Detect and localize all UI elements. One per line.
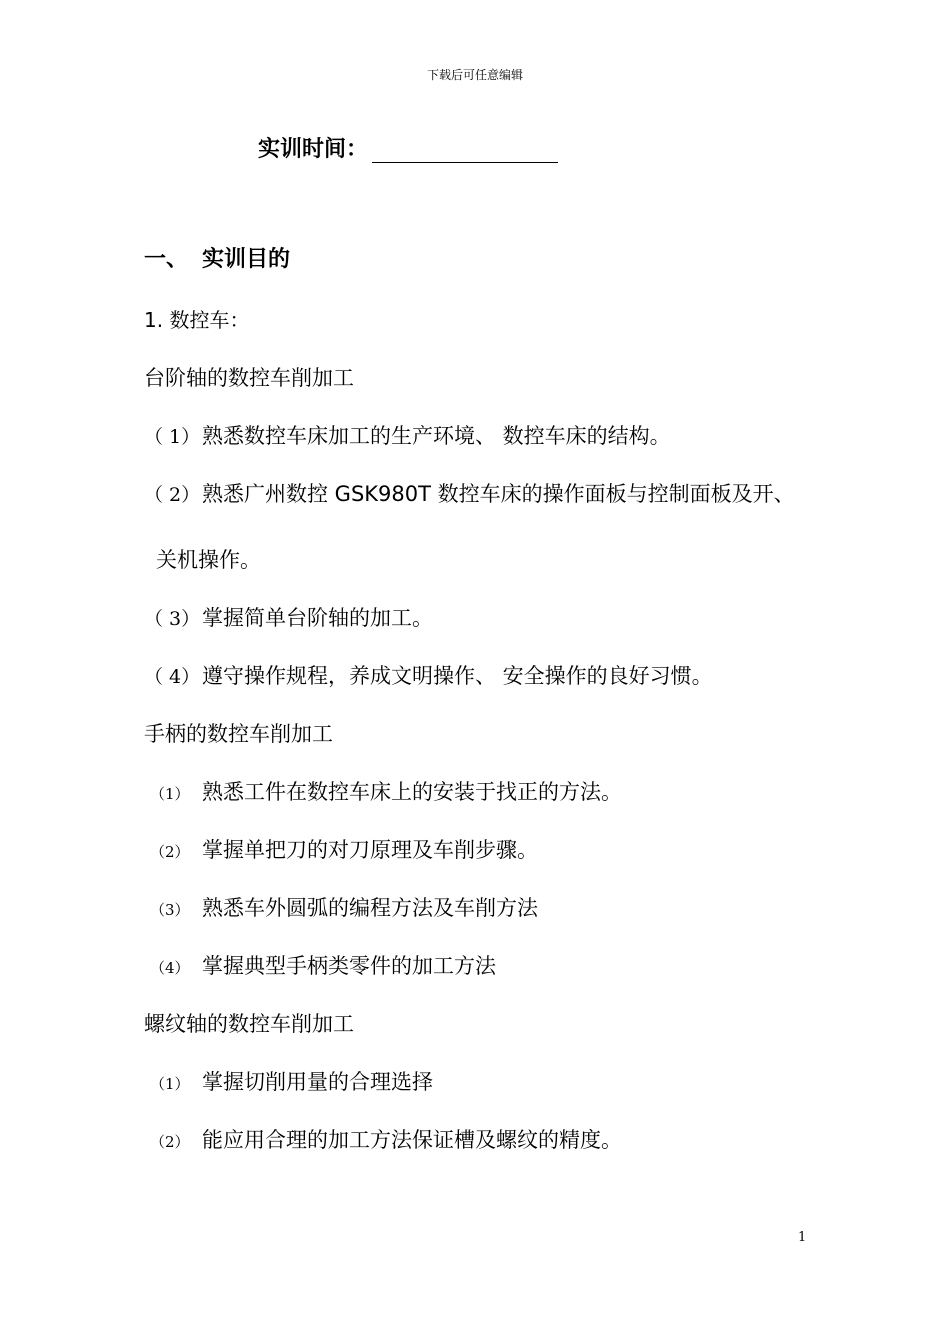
list-item: [144, 602, 433, 632]
list-item-mark: （ 1）: [144, 426, 201, 448]
item-1-heading: [144, 304, 249, 333]
list-item: [144, 420, 671, 450]
list-item-mark: （4）: [150, 959, 190, 977]
list-item-mark: （1）: [150, 785, 190, 803]
list-item-text: 掌握单把刀的对刀原理及车削步骤。: [202, 838, 538, 862]
list-item-mark: （ 4）: [144, 666, 201, 688]
list-item-text: 掌握典型手柄类零件的加工方法: [202, 954, 496, 978]
list-item: [150, 950, 496, 980]
list-item: [150, 834, 538, 864]
list-item-mark: （2）: [150, 1133, 190, 1151]
list-item-text: 熟悉工件在数控车床上的安装于找正的方法。: [202, 780, 622, 804]
list-item-text: 遵守操作规程，养成文明操作、 安全操作的良好习惯。: [202, 664, 713, 688]
section-number: 一、: [144, 247, 189, 272]
training-time-line: [258, 132, 558, 163]
item-1-text: 1. 数控车：: [144, 308, 250, 332]
list-item-mark: （ 2）: [144, 484, 201, 506]
list-item-text: 掌握简单台阶轴的加工。: [202, 606, 433, 630]
list-item-mark: （2）: [150, 843, 190, 861]
list-item: [150, 776, 622, 806]
list-item: [144, 660, 713, 690]
list-item-mark: （1）: [150, 1075, 190, 1093]
list-item-mark: （ 3）: [144, 608, 201, 630]
training-time-label: 实训时间：: [258, 137, 369, 162]
list-item: [150, 1066, 433, 1096]
step-shaft-heading: 台阶轴的数控车削加工: [144, 366, 354, 390]
section-title: [144, 242, 290, 273]
list-item: [144, 478, 795, 508]
list-item-text: 关机操作。: [156, 548, 261, 572]
list-item-text: 掌握切削用量的合理选择: [202, 1070, 433, 1094]
training-time-blank: [372, 136, 558, 163]
list-item-text: 能应用合理的加工方法保证槽及螺纹的精度。: [202, 1128, 622, 1152]
list-item-text: 熟悉数控车床加工的生产环境、 数控车床的结构。: [202, 424, 671, 448]
handle-heading: 手柄的数控车削加工: [144, 722, 333, 746]
list-item-mark: （3）: [150, 901, 190, 919]
thread-shaft-heading: 螺纹轴的数控车削加工: [144, 1012, 354, 1036]
list-item: [150, 892, 538, 922]
section-title-text: 实训目的: [202, 247, 291, 272]
header-note: 下载后可任意编辑: [426, 68, 523, 82]
list-item-text: 熟悉车外圆弧的编程方法及车削方法: [202, 896, 538, 920]
list-item-text: 熟悉广州数控 GSK980T 数控车床的操作面板与控制面板及开、: [202, 482, 795, 506]
page-number: 1: [798, 1230, 807, 1245]
list-item: [150, 1124, 622, 1154]
list-item-continuation: [156, 544, 261, 574]
